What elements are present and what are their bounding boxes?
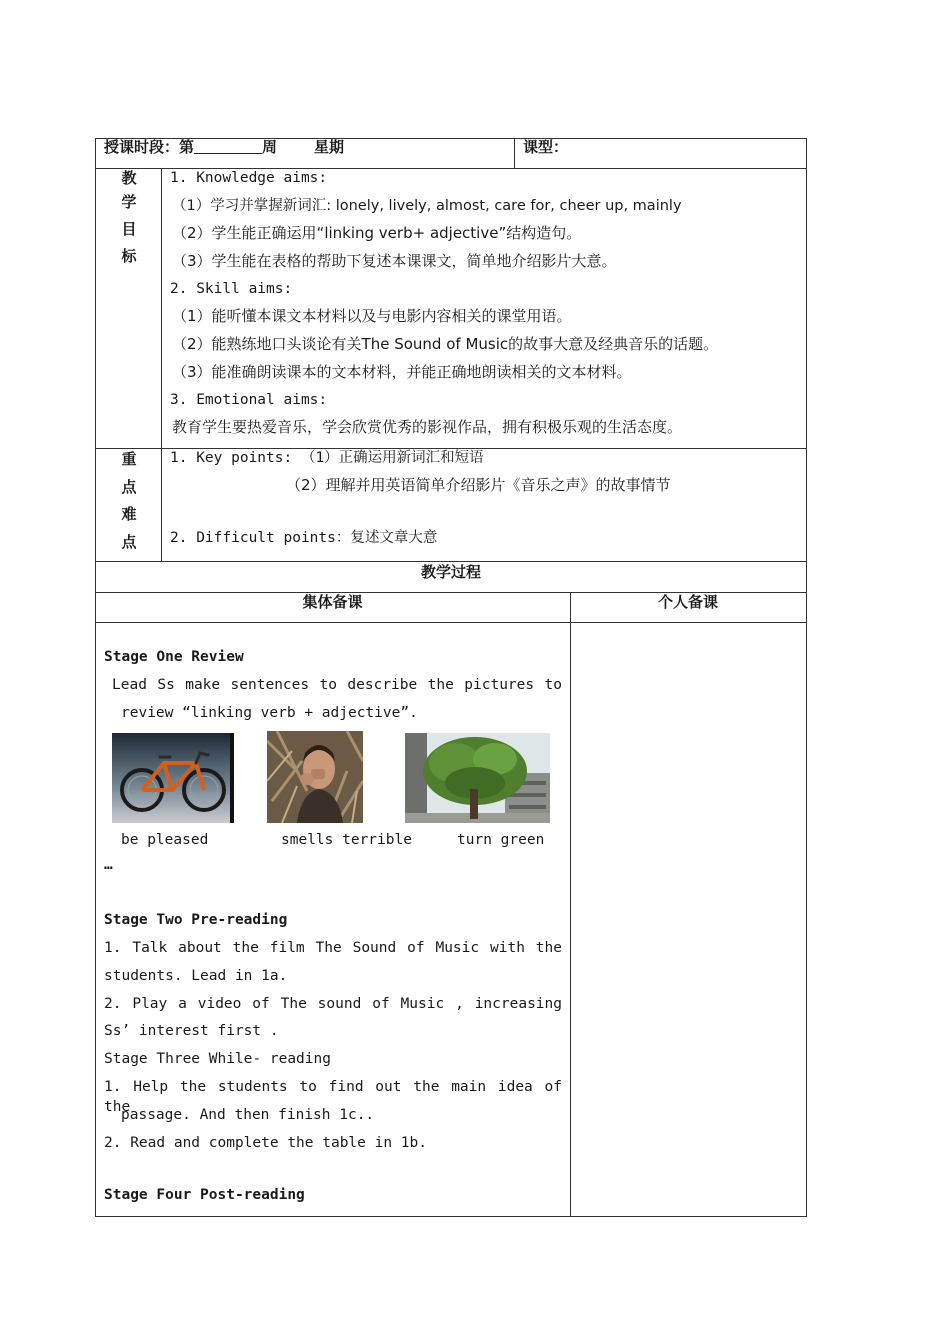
table-border-right	[806, 138, 807, 1217]
skill-aim-2: （2）能熟练地口头谈论有关The Sound of Music的故事大意及经典音乐的话题。	[172, 335, 719, 353]
bicycle-icon	[112, 733, 234, 823]
stage-two-line-2: students. Lead in 1a.	[104, 968, 288, 984]
period-day: 星期	[314, 138, 345, 156]
man-smelling-icon	[267, 731, 363, 823]
process-col-divider	[570, 592, 571, 1216]
skill-aim-3: （3）能准确朗读课本的文本材料，并能正确地朗读相关的文本材料。	[172, 363, 632, 381]
stage-two-line-1: 1. Talk about the film The Sound of Music with the	[104, 940, 562, 956]
period-prefix: 授课时段：第	[104, 138, 195, 156]
keypoints-label-3: 难	[121, 505, 137, 523]
table-border-bottom	[95, 1216, 807, 1217]
period-week: 周	[262, 138, 278, 156]
lesson-type: 课型：	[523, 138, 569, 156]
emotional-aims-title: 3. Emotional aims:	[170, 392, 328, 408]
period-week-blank	[194, 139, 262, 154]
knowledge-aim-1: （1）学习并掌握新词汇: lonely, lively, almost, care for, cheer up, mainly	[172, 198, 682, 214]
objectives-label-4: 标	[121, 247, 137, 265]
stage-one-line-1: Lead Ss make sentences to describe the pictures to	[112, 677, 562, 693]
knowledge-aim-2: （2）学生能正确运用“linking verb+ adjective”结构造句。	[172, 224, 582, 242]
personal-prep-heading: 个人备课	[657, 593, 718, 611]
objectives-label-2: 学	[121, 193, 137, 211]
skill-aims-title: 2. Skill aims:	[170, 281, 293, 297]
skill-aim-1: （1）能听懂本课文本材料以及与电影内容相关的课堂用语。	[172, 307, 572, 325]
process-title: 教学过程	[420, 563, 481, 581]
stage-one-line-2: review “linking verb + adjective”.	[121, 705, 418, 721]
stage-three-line-1: 1. Help the students to find out the main idea of the	[104, 1079, 562, 1115]
stage-two-line-4: Ss’ interest first .	[104, 1023, 279, 1039]
key-points-2: （2）理解并用英语简单介绍影片《音乐之声》的故事情节	[286, 476, 671, 494]
man-smelling-photo	[267, 731, 363, 823]
caption-turn-green: turn green	[457, 832, 545, 848]
caption-smells-terrible: smells terrible	[281, 832, 412, 848]
stage-four-title: Stage Four Post-reading	[104, 1187, 305, 1203]
stage-two-title: Stage Two Pre-reading	[104, 912, 288, 928]
objectives-label-3: 目	[121, 220, 137, 238]
keypoints-label-2: 点	[121, 478, 137, 496]
period-label	[104, 137, 277, 157]
stage-one-title: Stage One Review	[104, 649, 244, 665]
knowledge-aims-title: 1. Knowledge aims:	[170, 170, 328, 186]
label-col-divider	[161, 168, 162, 561]
green-tree-icon	[405, 733, 550, 823]
green-tree-photo	[405, 733, 550, 823]
caption-be-pleased: be pleased	[121, 832, 209, 848]
objectives-label-1: 教	[121, 169, 137, 187]
table-border-left	[95, 138, 96, 1217]
row-divider-5	[95, 622, 807, 623]
bicycle-photo	[112, 733, 234, 823]
stage-three-title: Stage Three While- reading	[104, 1051, 331, 1067]
keypoints-label-1: 重	[121, 450, 137, 468]
knowledge-aim-3: （3）学生能在表格的帮助下复述本课课文，简单地介绍影片大意。	[172, 252, 617, 270]
header-col-divider	[514, 138, 515, 168]
stage-two-line-3: 2. Play a video of The sound of Music , increasing	[104, 996, 562, 1012]
ellipsis: …	[104, 857, 113, 873]
stage-three-line-3: 2. Read and complete the table in 1b.	[104, 1135, 428, 1151]
emotional-aim-1: 教育学生要热爱音乐，学会欣赏优秀的影视作品，拥有积极乐观的生活态度。	[172, 418, 683, 436]
group-prep-heading: 集体备课	[302, 593, 363, 611]
difficult-points: 2. Difficult points：复述文章大意	[170, 530, 438, 546]
keypoints-label-4: 点	[121, 533, 137, 551]
key-points-1: 1. Key points: （1）正确运用新词汇和短语	[170, 450, 484, 466]
stage-three-line-2: passage. And then finish 1c..	[121, 1107, 375, 1123]
